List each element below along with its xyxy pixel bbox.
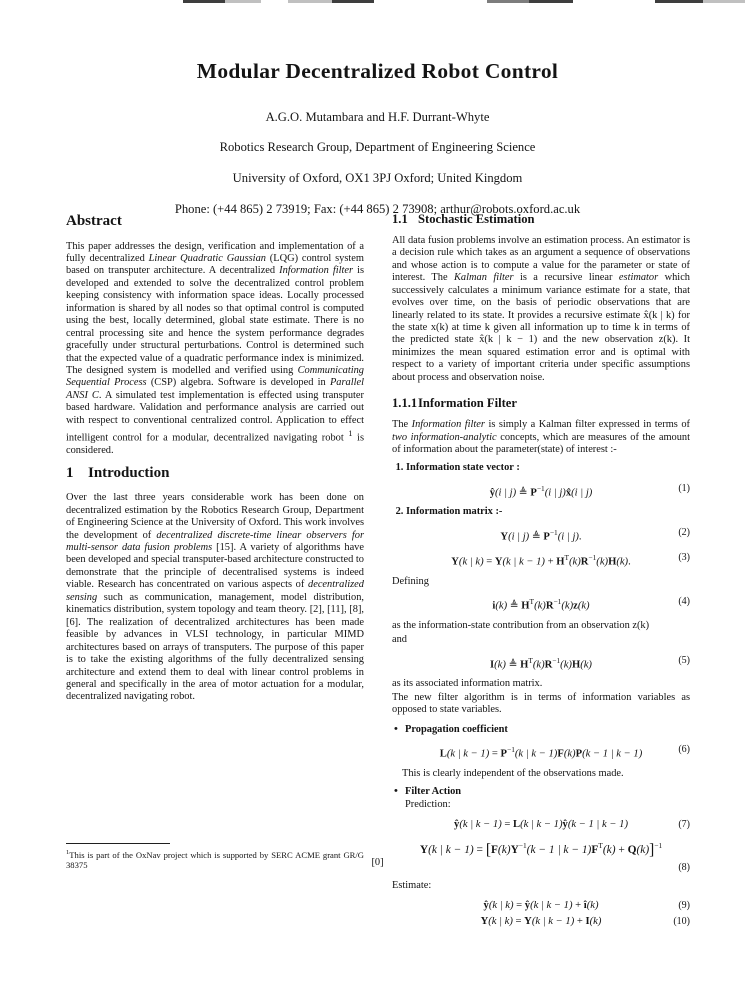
after-equation-5-text: as its associated information matrix. [392, 678, 543, 690]
list-item: 2. Information matrix :- [406, 506, 690, 518]
after-equation-4-text: as the information-state contribution from an observation z(k) [392, 619, 650, 631]
abstract-text-b: (LQG) control system based on transputer architecture. A decentralized [66, 252, 364, 277]
information-concepts-list-2 [392, 506, 690, 518]
equation-8 [392, 838, 690, 858]
equation-10-number: (10) [673, 916, 690, 928]
se-italic-estimator: estimator [618, 272, 659, 284]
intro-text-a: Over the last three years considerable work has been done on decentralized estimation by the Robotics Research Group, Department of Engineering Science at the University of Oxford. This work involves the development of [66, 492, 364, 541]
intro-italic-observers: decentralized discrete-time linear observers for multi-sensor data fusion problems [66, 529, 364, 553]
stochastic-estimation-paragraph [392, 235, 690, 384]
equation-3-number: (3) [678, 552, 690, 564]
equation-9-body: ŷ(k | k) = ŷ(k | k − 1) + î(k) [483, 900, 599, 912]
abstract-text-a: This paper addresses the design, verification and implementation of a fully decentralized [66, 240, 364, 264]
if-text-c: concepts, which are measures of the amount of information about the parameter(state) of interest :- [392, 431, 690, 456]
footnote-body: This is part of the OxNav project which is supported by SERC ACME grant GR/G 38375 [66, 849, 364, 871]
abstract-paragraph [66, 241, 364, 458]
se-text-c: which successively calculates a minimum variance estimate for a state, that evolves over time, on the basis of periodic observations that are linearly related to its state. It provides a recursive estimate x̂(k | k) for the state x(k) at time k given all information up to time k in terms of the predicted state x̂(k | k − 1) and the new observation z(k). It minimizes the mean squared estimation error and is optimal with respect to a variety of important criteria under specific assumptions about process and observation noise. [392, 272, 691, 383]
if-italic-analytic: two information-analytic [392, 431, 497, 443]
equation-5-number: (5) [678, 654, 690, 666]
abstract-italic-infofilter: Information filter [279, 265, 354, 277]
abstract-heading: Abstract [66, 213, 122, 229]
equation-2 [392, 525, 690, 545]
estimate-label: Estimate: [392, 879, 432, 891]
equation-3 [392, 550, 690, 570]
abstract-text-c: is developed and extended to solve the decentralized control problem keeping consistency with information space ideas. Locally processed information is shared by all nodes so that optimal control is computed using the best, locally determined, global state estimate. There is no central processing site and hence the system performance degrades gracefully under structural perturbations. Control is determined such that the expected value of a quadratic performance index is minimized. The designed system is modelled and verified using [66, 265, 365, 377]
equation-8-body: Y(k | $k - 1) = [F(k)Y^{-1}(k - 1$ | $k - 1)F^T(k) + Q(k)]^{-1}$ [419, 841, 663, 859]
scan-artifact [703, 0, 745, 3]
list-item: 1. Information state vector : [406, 462, 690, 474]
after-equation-6-text: This is clearly independent of the observations made. [402, 767, 624, 779]
intro-text-b: [15]. A variety of algorithms have been developed and special transputer-based architecture constructed to demonstrate that the principle of decentralised systems is indeed viable. Research has concentrated on various aspects of [66, 541, 364, 591]
subsubsection-number: 1.1.1 [392, 396, 418, 411]
filter-bullet-list-2 [392, 786, 690, 811]
equation-6-body: L(k | $k - 1) = P^{-1}(k$ | k − 1)F(k)P(k − 1 | k − 1) [439, 745, 643, 760]
page-title: Modular Decentralized Robot Control [196, 59, 559, 83]
equation-7 [392, 817, 690, 832]
introduction-paragraph [66, 492, 364, 704]
equation-9-number: (9) [678, 900, 690, 912]
list-item: • Propagation coefficient [405, 724, 690, 736]
equation-4 [392, 594, 690, 614]
section-number: 1 [66, 464, 74, 481]
equation-1 [392, 481, 690, 501]
affiliation-line: Robotics Research Group, Department of Engineering Science [219, 140, 536, 155]
equation-2-number: (2) [678, 526, 690, 538]
footnote-rule [66, 843, 170, 844]
equation-1-body: ŷ(i | j) ≜ $P^{-1}(i$ | j)x̂(i | j) [489, 483, 593, 499]
equation-8-number: (8) [678, 861, 690, 873]
information-filter-paragraph [392, 419, 690, 456]
equation-5 [392, 653, 690, 673]
equation-7-number: (7) [678, 819, 690, 831]
bullet-2-label: Filter Action [405, 786, 462, 798]
se-text-b: is a recursive linear [513, 272, 619, 284]
equation-10 [392, 914, 690, 929]
filter-bullet-list-1 [392, 724, 690, 736]
equation-6 [392, 742, 690, 762]
scan-artifact [655, 0, 703, 3]
left-column [66, 213, 364, 711]
footnote-marker: 1 [66, 849, 70, 856]
se-text-a: All data fusion problems involve an estimation process. An estimator is a decision rule which takes as an argument a sequence of observations and whose action is to compute a value for the parameter or state of interest. The [392, 234, 690, 284]
subsection-stochastic-estimation-heading [392, 213, 690, 227]
section-title: Introduction [88, 464, 170, 481]
equation-9 [392, 898, 690, 913]
subsection-title: Stochastic Estimation [418, 212, 535, 226]
after-equation-4-and: and [392, 634, 408, 646]
introduction-heading [66, 465, 364, 482]
equation-6-number: (6) [678, 744, 690, 756]
intro-text-c: such as communication, management, model distribution, kinematics distribution, system topology and team theory. [2], [11], [8], [6]. The realization of decentralized architectures has been made feasible by advances in VLSI technology, in particular MIMD architectures based on arrays of transputers. The purpose of this paper is to take the existing algorithms of the fully decentralized sensing architecture and extend them to deal with linear control problems in general and specifically in the area of motor actuation for a modular, decentralized navigating robot. [66, 591, 364, 703]
authors-line: A.G.O. Mutambara and H.F. Durrant-Whyte [265, 109, 490, 124]
scan-artifact [288, 0, 332, 3]
intro-italic-sensing: decentralized sensing [66, 579, 364, 603]
new-filter-algorithm-text: The new filter algorithm is in terms of information variables as opposed to state variables. [392, 691, 690, 716]
scan-artifact [183, 0, 225, 3]
defining-label: Defining [392, 575, 429, 587]
if-text-b: is simply a Kalman filter expressed in terms of [484, 419, 690, 431]
se-italic-kalman: Kalman filter [454, 272, 514, 284]
abstract-italic-ansic: Parallel ANSI C [66, 377, 364, 401]
equation-1-number: (1) [678, 482, 690, 494]
equation-5-body: I(k) ≜ $H^T(k)R^{-1}(k)H(k)$ [490, 655, 592, 671]
scan-artifact [332, 0, 374, 3]
equation-4-number: (4) [678, 596, 690, 608]
abstract-text-e: . A simulated test implementation is effected using transputer based hardware. Validation and performance analysis are carried out with respect to conventional centralized control. Application to effect intelligent control for a modular, decentralized navigating robot [66, 389, 364, 444]
subsubsection-title: Information Filter [418, 396, 517, 411]
if-text-a: The [392, 419, 412, 431]
contact-line: Phone: (+44 865) 2 73919; Fax: (+44 865) 2 73908; arthur@robots.oxford.ac.uk [174, 201, 581, 216]
scan-artifact [487, 0, 529, 3]
equation-2-body: Y(i | j) ≜ $P^{-1}(i$ | j). [500, 527, 582, 543]
list-item [405, 786, 690, 811]
affiliation-line-2: University of Oxford, OX1 3PJ Oxford; United Kingdom [232, 171, 523, 186]
body-columns [66, 212, 691, 928]
equation-3-body: Y(k | k) = Y(k | $k - 1) + H^T(k)R^{-1}(k)H(k)$. [451, 553, 631, 568]
if-italic-infofilter: Information filter [411, 419, 485, 431]
equation-10-body: Y(k | k) = Y(k | k − 1) + I(k) [480, 916, 602, 928]
equation-7-body: ŷ(k | k − 1) = L(k | k − 1)ŷ(k − 1 | k − 1) [454, 819, 628, 831]
abstract-italic-csp: Communicating Sequential Process [66, 365, 364, 389]
page-number: [0] [371, 857, 384, 868]
abstract-text-f: is considered. [66, 432, 364, 457]
scan-artifact [225, 0, 261, 3]
right-column [392, 213, 690, 935]
abstract-italic-lqg: Linear Quadratic Gaussian [148, 252, 266, 264]
subsection-number: 1.1 [392, 212, 408, 226]
equation-4-body: i(k) ≜ $H^T(k)R^{-1}(k)z(k)$ [492, 597, 590, 612]
information-concepts-list [392, 462, 690, 474]
footnote-reference[interactable]: 1 [348, 428, 353, 439]
abstract-text-d: (CSP) algebra. Software is developed in [146, 377, 330, 389]
scan-artifact [529, 0, 573, 3]
prediction-label: Prediction: [405, 798, 451, 810]
subsection-information-filter-heading [392, 397, 690, 411]
title-block [0, 60, 755, 218]
